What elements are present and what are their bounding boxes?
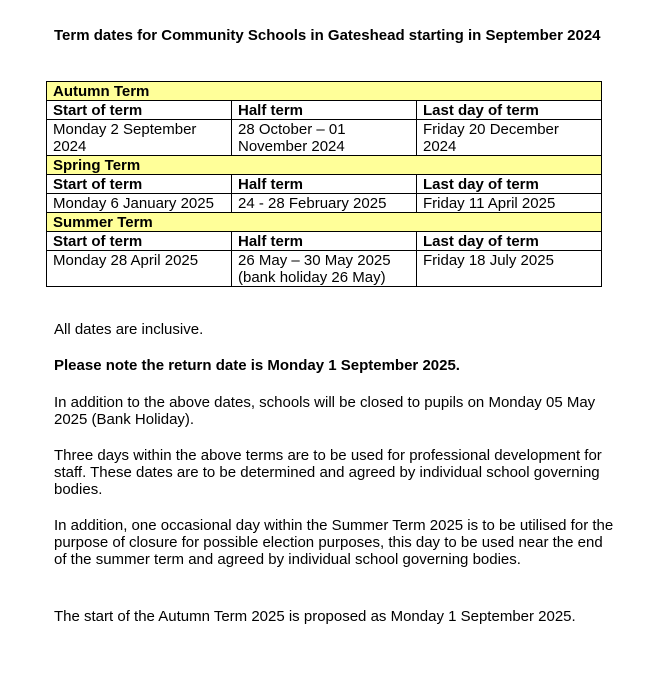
bank-holiday-note: In addition to the above dates, schools will be closed to pupils on Monday 05 May 2025 (Bank Holiday). bbox=[54, 394, 596, 428]
professional-development-note: Three days within the above terms are to be used for professional development for staff. These dates are to be determined and agreed by individual school governing bodies. bbox=[54, 447, 602, 498]
last-day-cell: Friday 18 July 2025 bbox=[417, 251, 602, 287]
start-of-term-cell: Monday 2 September 2024 bbox=[47, 120, 232, 156]
table-row bbox=[47, 194, 602, 213]
term-dates-table bbox=[46, 81, 602, 287]
term-name: Autumn Term bbox=[47, 82, 602, 101]
half-term-cell: 24 - 28 February 2025 bbox=[232, 194, 417, 213]
column-header-half: Half term bbox=[232, 232, 417, 251]
inclusive-note: All dates are inclusive. bbox=[54, 321, 204, 338]
term-name: Spring Term bbox=[47, 156, 602, 175]
column-header-start: Start of term bbox=[47, 101, 232, 120]
column-header-row bbox=[47, 232, 602, 251]
return-date-note: Please note the return date is Monday 1 September 2025. bbox=[54, 357, 460, 374]
half-term-cell: 28 October – 01 November 2024 bbox=[232, 120, 417, 156]
term-header-row bbox=[47, 156, 602, 175]
column-header-last: Last day of term bbox=[417, 232, 602, 251]
column-header-start: Start of term bbox=[47, 232, 232, 251]
column-header-start: Start of term bbox=[47, 175, 232, 194]
last-day-cell: Friday 20 December 2024 bbox=[417, 120, 602, 156]
table-row bbox=[47, 251, 602, 287]
column-header-last: Last day of term bbox=[417, 101, 602, 120]
term-name: Summer Term bbox=[47, 213, 602, 232]
column-header-row bbox=[47, 101, 602, 120]
last-day-cell: Friday 11 April 2025 bbox=[417, 194, 602, 213]
term-header-row bbox=[47, 213, 602, 232]
document-title: Term dates for Community Schools in Gateshead starting in September 2024 bbox=[54, 27, 601, 44]
column-header-row bbox=[47, 175, 602, 194]
table-row bbox=[47, 120, 602, 156]
term-header-row bbox=[47, 82, 602, 101]
half-term-cell: 26 May – 30 May 2025 (bank holiday 26 May) bbox=[232, 251, 417, 287]
column-header-half: Half term bbox=[232, 101, 417, 120]
column-header-half: Half term bbox=[232, 175, 417, 194]
start-of-term-cell: Monday 6 January 2025 bbox=[47, 194, 232, 213]
occasional-day-note: In addition, one occasional day within the Summer Term 2025 is to be utilised for the purpose of closure for possible election purposes, this day to be used near the end of the summer term and agreed by individual school governing bodies. bbox=[54, 517, 614, 568]
start-of-term-cell: Monday 28 April 2025 bbox=[47, 251, 232, 287]
column-header-last: Last day of term bbox=[417, 175, 602, 194]
autumn-2025-note: The start of the Autumn Term 2025 is proposed as Monday 1 September 2025. bbox=[54, 608, 576, 625]
